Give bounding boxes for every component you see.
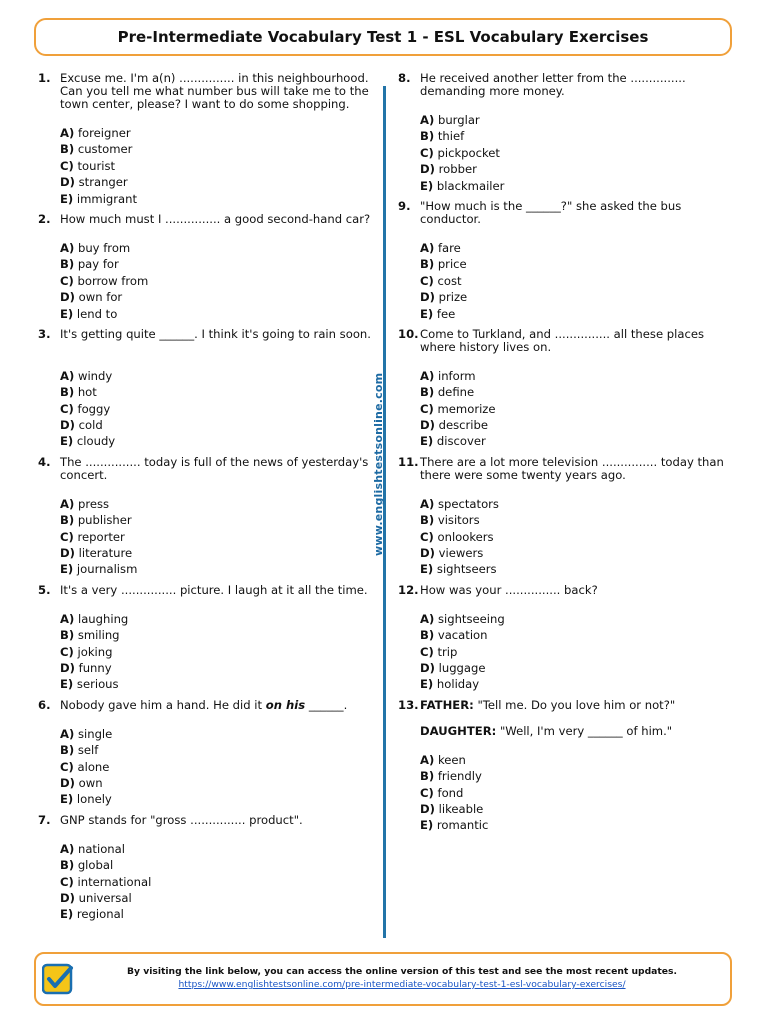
options-list xyxy=(420,496,733,578)
question-6 xyxy=(38,699,373,808)
option-e[interactable]: E) regional xyxy=(60,907,124,922)
option-a[interactable]: A) national xyxy=(60,841,125,856)
option-d[interactable]: D) universal xyxy=(60,890,132,905)
option-a[interactable]: A) sightseeing xyxy=(420,611,505,626)
speaker-label: DAUGHTER: xyxy=(420,723,497,738)
option-e[interactable]: E) fee xyxy=(420,306,456,321)
options-list xyxy=(60,368,373,450)
emphasized-phrase: on his xyxy=(265,697,306,712)
options-list xyxy=(420,368,733,450)
question-stem: It's a very ............... picture. I laugh at it all the time. xyxy=(60,582,368,597)
option-a[interactable]: A) laughing xyxy=(60,611,129,626)
option-d[interactable]: D) prize xyxy=(420,290,468,305)
option-d[interactable]: D) own xyxy=(60,775,103,790)
question-number: 10. xyxy=(398,326,419,341)
option-b[interactable]: B) visitors xyxy=(420,513,480,528)
question-stem: "How much is the ______?" she asked the bus conductor. xyxy=(420,198,682,226)
question-number: 11. xyxy=(398,454,419,469)
question-number: 13. xyxy=(398,697,419,712)
option-c[interactable]: C) joking xyxy=(60,644,113,659)
option-c[interactable]: C) foggy xyxy=(60,401,111,416)
question-8 xyxy=(398,72,733,194)
option-e[interactable]: E) lonely xyxy=(60,792,112,807)
option-d[interactable]: D) own for xyxy=(60,290,123,305)
speaker-label: FATHER: xyxy=(420,697,474,712)
option-c[interactable]: C) trip xyxy=(420,644,458,659)
question-number: 5. xyxy=(38,582,51,597)
right-column xyxy=(398,72,733,840)
option-c[interactable]: C) alone xyxy=(60,759,110,774)
option-c[interactable]: C) borrow from xyxy=(60,273,149,288)
option-b[interactable]: B) pay for xyxy=(60,257,119,272)
option-a[interactable]: A) foreigner xyxy=(60,126,131,140)
question-stem: There are a lot more television ............... today than there were some twenty years ago. xyxy=(420,454,724,482)
option-a[interactable]: A) spectators xyxy=(420,496,499,511)
option-a[interactable]: A) fare xyxy=(420,240,461,255)
option-b[interactable]: B) global xyxy=(60,858,114,873)
option-c[interactable]: C) international xyxy=(60,874,152,889)
option-d[interactable]: D) luggage xyxy=(420,660,486,675)
option-e[interactable]: E) journalism xyxy=(60,562,138,577)
options-list xyxy=(420,611,733,693)
footer-text xyxy=(84,966,720,990)
footer-banner xyxy=(34,952,732,1006)
question-number: 9. xyxy=(398,198,411,213)
option-a[interactable]: A) inform xyxy=(420,368,476,383)
option-e[interactable]: E) immigrant xyxy=(60,191,138,206)
option-b[interactable]: B) thief xyxy=(420,129,465,144)
question-stem: Nobody gave him a hand. He did it on his ______. xyxy=(60,697,348,712)
option-a[interactable]: A) keen xyxy=(420,752,466,767)
options-list xyxy=(60,841,373,923)
option-e[interactable]: E) discover xyxy=(420,434,486,449)
option-e[interactable]: E) sightseers xyxy=(420,562,497,577)
page-title: Pre-Intermediate Vocabulary Test 1 - ESL Vocabulary Exercises xyxy=(34,18,732,56)
option-d[interactable]: D) stranger xyxy=(60,175,128,190)
question-4 xyxy=(38,456,373,578)
option-a[interactable]: A) single xyxy=(60,726,113,741)
question-1 xyxy=(38,72,373,207)
option-a[interactable]: A) press xyxy=(60,496,110,511)
question-12 xyxy=(398,584,733,693)
options-list xyxy=(60,125,373,207)
option-a[interactable]: A) windy xyxy=(60,368,113,383)
question-number: 6. xyxy=(38,697,51,712)
option-d[interactable]: D) literature xyxy=(60,546,133,561)
option-b[interactable]: B) friendly xyxy=(420,769,482,784)
option-b[interactable]: B) define xyxy=(420,385,475,400)
question-number: 1. xyxy=(38,71,51,85)
option-d[interactable]: D) likeable xyxy=(420,801,484,816)
question-stem: The ............... today is full of the news of yesterday's concert. xyxy=(60,454,369,482)
option-c[interactable]: C) pickpocket xyxy=(420,145,500,160)
question-3 xyxy=(38,328,373,450)
question-number: 3. xyxy=(38,326,51,341)
question-number: 12. xyxy=(398,582,419,597)
options-list xyxy=(60,496,373,578)
option-c[interactable]: C) tourist xyxy=(60,158,116,173)
option-b[interactable]: B) smiling xyxy=(60,628,120,643)
question-stem: He received another letter from the ............... demanding more money. xyxy=(420,71,686,98)
question-stem-daughter: DAUGHTER: "Well, I'm very ______ of him." xyxy=(420,723,673,738)
option-b[interactable]: B) publisher xyxy=(60,513,132,528)
question-number: 8. xyxy=(398,71,411,85)
option-e[interactable]: E) serious xyxy=(60,677,119,692)
question-stem: How much must I ............... a good second-hand car? xyxy=(60,211,371,226)
option-d[interactable]: D) describe xyxy=(420,418,489,433)
option-d[interactable]: D) robber xyxy=(420,162,477,177)
options-list xyxy=(420,752,733,834)
option-b[interactable]: B) vacation xyxy=(420,628,488,643)
options-list xyxy=(60,240,373,322)
question-number: 7. xyxy=(38,812,51,827)
options-list xyxy=(60,726,373,808)
option-c[interactable]: C) cost xyxy=(420,273,462,288)
question-stem: GNP stands for "gross ............... product". xyxy=(60,812,303,827)
question-5 xyxy=(38,584,373,693)
side-watermark-url: www.englishtestsonline.com xyxy=(372,372,385,556)
question-9 xyxy=(398,200,733,322)
question-number: 2. xyxy=(38,211,51,226)
option-e[interactable]: E) romantic xyxy=(420,818,489,833)
question-stem: How was your ............... back? xyxy=(420,582,598,597)
question-stem: Come to Turkland, and ............... all these places where history lives on. xyxy=(420,326,704,354)
option-a[interactable]: A) burglar xyxy=(420,113,480,127)
footer-message: By visiting the link below, you can access the online version of this test and see the most recent updates. xyxy=(127,966,677,977)
option-d[interactable]: D) funny xyxy=(60,660,112,675)
question-stem: Excuse me. I'm a(n) ............... in this neighbourhood. Can you tell me what number bus will take me to the town center, please? I want to do some shopping. xyxy=(60,71,369,111)
question-11 xyxy=(398,456,733,578)
option-e[interactable]: E) holiday xyxy=(420,677,480,692)
footer-link[interactable]: https://www.englishtestsonline.com/pre-intermediate-vocabulary-test-1-esl-vocabulary-exercises/ xyxy=(178,979,626,990)
options-list xyxy=(420,112,733,194)
option-c[interactable]: C) memorize xyxy=(420,401,496,416)
question-13 xyxy=(398,699,733,834)
question-10 xyxy=(398,328,733,450)
option-d[interactable]: D) viewers xyxy=(420,546,484,561)
option-c[interactable]: C) fond xyxy=(420,785,464,800)
options-list xyxy=(420,240,733,322)
checkbox-logo-icon xyxy=(42,963,74,995)
option-b[interactable]: B) hot xyxy=(60,385,97,400)
options-list xyxy=(60,611,373,693)
option-c[interactable]: C) reporter xyxy=(60,529,125,544)
question-stem: It's getting quite ______. I think it's going to rain soon. xyxy=(60,326,371,341)
option-c[interactable]: C) onlookers xyxy=(420,529,494,544)
option-b[interactable]: B) self xyxy=(60,743,99,758)
question-2 xyxy=(38,213,373,322)
option-e[interactable]: E) cloudy xyxy=(60,434,116,449)
option-d[interactable]: D) cold xyxy=(60,418,103,433)
question-7 xyxy=(38,814,373,923)
question-number: 4. xyxy=(38,454,51,469)
option-e[interactable]: E) blackmailer xyxy=(420,178,505,193)
option-b[interactable]: B) price xyxy=(420,257,467,272)
question-stem-father: FATHER: "Tell me. Do you love him or not?" xyxy=(420,697,676,712)
option-e[interactable]: E) lend to xyxy=(60,306,118,321)
option-a[interactable]: A) buy from xyxy=(60,240,131,255)
option-b[interactable]: B) customer xyxy=(60,142,133,157)
left-column xyxy=(38,72,373,929)
